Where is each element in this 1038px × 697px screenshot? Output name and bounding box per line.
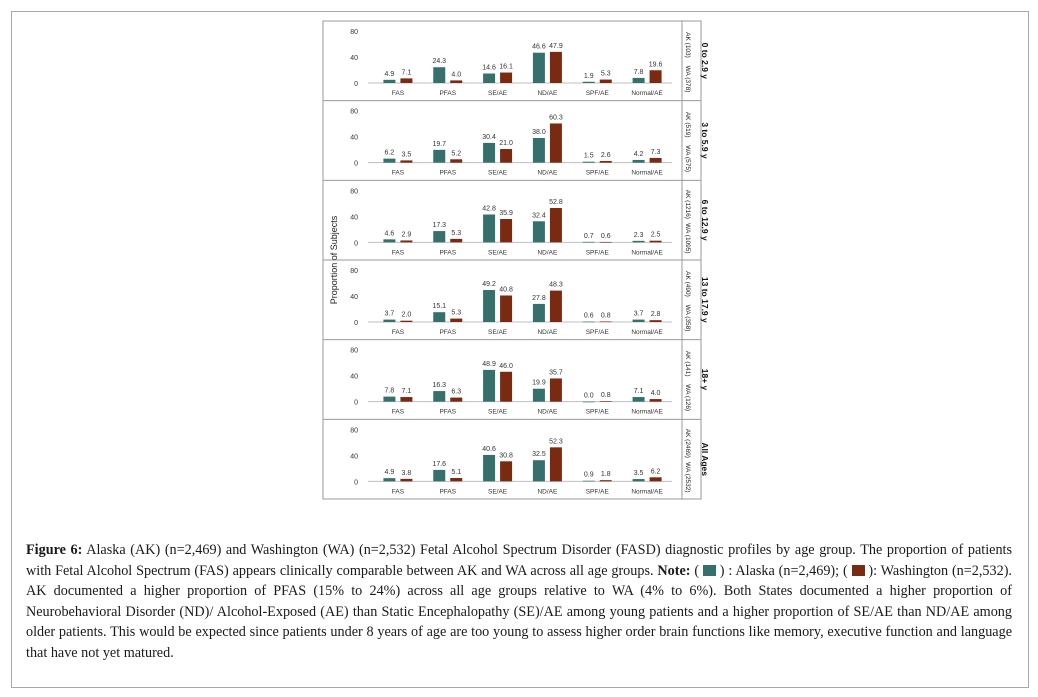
category-label: FAS [391, 408, 405, 416]
y-tick-label: 40 [350, 214, 358, 222]
caption-text-4: ): Washington (n=2,532). AK documented a higher proportion of PFAS (15% to 24%) across all age groups relative to WA (4% to 6%). Both States documented a higher proportion of Neurobehavioral Disorder (ND)/ Alcohol-Exposed (AE) than Static Encephalopathy (SE)/AE among young patients and a higher proportion of SE/AE than ND/AE among older patients. This would be expected since patients under 8 years of age are too young to assess higher order brain functions like memory, executive function and language that have not yet matured. [26, 562, 1012, 661]
wa-sample-size: WA (2532) [684, 462, 691, 493]
wa-sample-size: WA (575) [684, 145, 691, 173]
wa-sample-size: WA (1095) [684, 223, 691, 254]
bar-ak [383, 239, 395, 242]
bar-ak [583, 481, 595, 482]
category-label: Normal/AE [631, 488, 663, 496]
age-group-label: 18+ y [700, 368, 710, 391]
bar-wa [450, 319, 462, 322]
data-label-wa: 7.1 [401, 388, 412, 396]
data-label-wa: 0.6 [600, 232, 611, 240]
category-label: FAS [391, 169, 405, 177]
data-label-ak: 19.9 [532, 379, 546, 387]
data-label-ak: 0.9 [583, 471, 594, 479]
data-label-ak: 4.6 [384, 230, 395, 238]
category-label: Normal/AE [631, 169, 663, 177]
bar-wa [400, 240, 412, 242]
data-label-ak: 32.4 [532, 212, 546, 220]
bar-wa [500, 149, 512, 163]
bar-ak [583, 242, 595, 243]
data-label-ak: 27.8 [532, 294, 546, 302]
bar-ak [483, 143, 495, 163]
data-label-wa: 2.5 [650, 231, 661, 239]
bar-ak [383, 80, 395, 83]
category-label: Normal/AE [631, 329, 663, 336]
bar-wa [650, 477, 662, 481]
age-group-label: 6 to 12.9 y [700, 199, 710, 241]
bar-wa [500, 372, 512, 402]
bar-wa [600, 480, 612, 481]
data-label-wa: 19.6 [648, 61, 663, 69]
bar-wa [550, 123, 562, 162]
data-label-ak: 1.5 [583, 152, 594, 160]
bar-ak [483, 74, 495, 83]
bar-wa [500, 219, 512, 242]
bar-ak [433, 391, 445, 402]
data-label-wa: 30.8 [499, 452, 513, 460]
category-label: PFAS [439, 169, 457, 177]
bar-ak [433, 470, 445, 481]
data-label-ak: 24.3 [432, 58, 447, 66]
category-label: SPF/AE [585, 329, 609, 336]
y-tick-label: 80 [350, 29, 358, 36]
caption-text-2: ( [690, 562, 703, 579]
data-label-ak: 46.6 [532, 43, 546, 51]
ak-swatch [703, 565, 716, 576]
bar-wa [550, 291, 562, 322]
category-label: ND/AE [537, 329, 558, 336]
data-label-ak: 6.2 [384, 149, 395, 157]
bar-ak [583, 322, 595, 323]
bar-wa [500, 73, 512, 83]
bar-wa [400, 160, 412, 162]
wa-sample-size: WA (378) [684, 65, 691, 93]
y-tick-label: 0 [354, 160, 358, 168]
data-label-wa: 47.9 [549, 42, 563, 50]
figure-caption [26, 540, 1012, 663]
age-group-label: 3 to 5.9 y [700, 122, 710, 159]
data-label-wa: 21.0 [499, 140, 513, 148]
data-label-wa: 5.1 [451, 469, 462, 477]
data-label-ak: 49.2 [482, 281, 496, 289]
data-label-ak: 15.1 [432, 303, 447, 311]
bar-ak [483, 370, 495, 402]
data-label-ak: 3.5 [633, 470, 644, 478]
bar-ak [633, 78, 645, 83]
caption-label: Figure 6: [26, 542, 83, 558]
bar-ak [383, 397, 395, 402]
category-label: PFAS [439, 408, 457, 416]
ak-sample-size: AK (141) [684, 350, 691, 377]
data-label-wa: 5.2 [451, 150, 462, 158]
y-tick-label: 80 [350, 268, 358, 275]
y-tick-label: 0 [354, 479, 358, 487]
category-label: SE/AE [488, 488, 508, 496]
y-tick-label: 0 [354, 399, 358, 407]
bar-wa [450, 80, 462, 83]
bar-wa [450, 478, 462, 481]
data-label-wa: 6.2 [650, 468, 661, 476]
category-label: ND/AE [537, 408, 558, 416]
category-label: ND/AE [537, 249, 558, 257]
category-label: SPF/AE [585, 169, 609, 177]
bar-wa [600, 161, 612, 163]
bar-ak [583, 402, 595, 403]
category-label: PFAS [439, 329, 457, 336]
data-label-wa: 5.3 [451, 309, 462, 317]
bar-wa [500, 295, 512, 322]
category-label: ND/AE [537, 90, 558, 97]
data-label-wa: 2.6 [600, 151, 611, 159]
bar-wa [650, 320, 662, 322]
bar-wa [600, 401, 612, 402]
category-label: Normal/AE [631, 249, 663, 257]
bar-ak [433, 67, 445, 83]
category-label: SE/AE [488, 249, 508, 257]
bar-ak [533, 304, 545, 322]
data-label-ak: 42.8 [482, 205, 496, 213]
y-tick-label: 40 [350, 134, 358, 142]
y-tick-label: 80 [350, 427, 358, 435]
bar-ak [483, 455, 495, 481]
bar-ak [433, 231, 445, 242]
category-label: Normal/AE [631, 408, 663, 416]
bar-wa [550, 378, 562, 401]
data-label-wa: 7.1 [401, 69, 412, 77]
category-label: ND/AE [537, 488, 558, 496]
bar-wa [450, 239, 462, 242]
bar-ak [583, 162, 595, 163]
bar-ak [533, 138, 545, 163]
data-label-ak: 7.1 [633, 388, 644, 396]
wa-swatch [852, 565, 865, 576]
category-label: SE/AE [488, 329, 508, 336]
y-tick-label: 40 [350, 373, 358, 381]
wa-sample-size: WA (126) [684, 384, 691, 412]
bar-ak [533, 389, 545, 402]
data-label-ak: 0.6 [583, 312, 594, 320]
data-label-wa: 48.3 [549, 281, 563, 289]
wa-sample-size: WA (358) [684, 304, 691, 332]
data-label-wa: 46.0 [499, 362, 513, 370]
category-label: SE/AE [488, 408, 508, 416]
caption-text-3: ) : Alaska (n=2,469); ( [715, 562, 852, 579]
data-label-wa: 52.3 [549, 438, 563, 446]
data-label-ak: 14.6 [482, 64, 496, 72]
category-label: SE/AE [488, 169, 508, 177]
age-group-label: All Ages [700, 442, 710, 477]
data-label-wa: 35.9 [499, 209, 513, 217]
data-label-ak: 4.2 [633, 150, 644, 158]
bar-wa [550, 208, 562, 242]
category-label: SPF/AE [585, 90, 609, 97]
data-label-ak: 38.0 [532, 128, 546, 136]
data-label-wa: 7.3 [650, 148, 661, 156]
data-label-ak: 40.6 [482, 445, 496, 453]
data-label-wa: 3.8 [401, 469, 412, 477]
bar-wa [400, 78, 412, 83]
bar-wa [600, 321, 612, 322]
y-tick-label: 80 [350, 108, 358, 116]
data-label-wa: 16.1 [499, 63, 513, 71]
data-label-ak: 19.7 [432, 140, 447, 148]
data-label-ak: 3.7 [384, 310, 395, 318]
y-tick-label: 40 [350, 55, 358, 62]
bar-ak [533, 53, 545, 83]
bar-ak [633, 241, 645, 242]
data-label-ak: 1.9 [583, 72, 594, 80]
bar-ak [633, 160, 645, 163]
ak-sample-size: AK (1216) [684, 189, 691, 219]
y-tick-label: 0 [354, 320, 358, 327]
data-label-wa: 2.8 [650, 311, 661, 319]
bar-wa [550, 52, 562, 83]
data-label-ak: 2.3 [633, 231, 644, 239]
data-label-ak: 7.8 [384, 387, 395, 395]
bar-ak [383, 320, 395, 322]
age-group-label: 13 to 17.9 y [700, 276, 710, 323]
bar-wa [450, 159, 462, 162]
data-label-wa: 52.8 [549, 199, 563, 207]
data-label-ak: 30.4 [482, 133, 496, 141]
bar-wa [400, 397, 412, 402]
data-label-ak: 16.3 [432, 382, 447, 390]
ak-sample-size: AK (490) [684, 271, 691, 297]
bar-wa [400, 479, 412, 481]
bar-ak [633, 397, 645, 402]
bar-ak [533, 221, 545, 242]
category-label: PFAS [439, 90, 457, 97]
bar-ak [483, 290, 495, 322]
data-label-wa: 5.3 [451, 229, 462, 237]
data-label-wa: 6.3 [451, 388, 462, 396]
data-label-wa: 40.8 [499, 286, 513, 294]
data-label-wa: 0.8 [600, 392, 611, 400]
category-label: SPF/AE [585, 488, 609, 496]
data-label-wa: 3.5 [401, 151, 412, 159]
ak-sample-size: AK (519) [684, 111, 691, 138]
category-label: FAS [391, 329, 405, 336]
data-label-ak: 0.0 [583, 392, 594, 400]
category-label: FAS [391, 249, 405, 257]
y-tick-label: 0 [354, 240, 358, 248]
bar-ak [633, 479, 645, 481]
data-label-ak: 4.9 [384, 469, 395, 477]
data-label-wa: 35.7 [549, 369, 563, 377]
bar-wa [650, 241, 662, 243]
category-label: SPF/AE [585, 408, 609, 416]
category-label: Normal/AE [631, 90, 663, 97]
category-label: PFAS [439, 488, 457, 496]
y-tick-label: 80 [350, 188, 358, 196]
bar-wa [650, 158, 662, 163]
data-label-wa: 60.3 [549, 114, 563, 122]
data-label-wa: 4.0 [451, 71, 462, 79]
bar-ak [383, 478, 395, 481]
bar-wa [500, 461, 512, 481]
category-label: PFAS [439, 249, 457, 257]
bar-wa [550, 447, 562, 481]
y-tick-label: 40 [350, 294, 358, 301]
data-label-wa: 2.9 [401, 231, 412, 239]
bar-wa [450, 398, 462, 402]
bar-wa [400, 321, 412, 322]
data-label-wa: 1.8 [600, 471, 611, 479]
bar-wa [600, 242, 612, 243]
bar-wa [650, 399, 662, 402]
category-label: FAS [391, 488, 405, 496]
data-label-ak: 7.8 [633, 68, 644, 76]
y-tick-label: 80 [350, 347, 358, 355]
ak-sample-size: AK (103) [684, 32, 691, 58]
category-label: ND/AE [537, 169, 558, 177]
data-label-wa: 2.0 [401, 311, 412, 319]
bar-wa [600, 80, 612, 83]
data-label-ak: 4.9 [384, 70, 395, 78]
bar-wa [650, 70, 662, 83]
bar-ak [533, 460, 545, 481]
data-label-ak: 0.7 [583, 232, 594, 240]
data-label-wa: 4.0 [650, 390, 661, 398]
y-axis-label: Proportion of Subjects [329, 215, 339, 305]
bar-ak [433, 312, 445, 322]
y-tick-label: 40 [350, 453, 358, 461]
bar-ak [433, 150, 445, 163]
bar-ak [383, 159, 395, 163]
caption-note-label: Note: [657, 562, 691, 579]
data-label-wa: 5.3 [600, 70, 611, 78]
category-label: SE/AE [488, 90, 508, 97]
y-tick-label: 0 [354, 81, 358, 88]
data-label-ak: 32.5 [532, 451, 546, 459]
age-group-label: 0 to 2.9 y [700, 42, 710, 80]
data-label-ak: 48.9 [482, 360, 496, 368]
ak-sample-size: AK (2469) [684, 428, 691, 458]
bar-ak [633, 320, 645, 322]
data-label-ak: 3.7 [633, 310, 644, 318]
bar-ak [583, 82, 595, 83]
caption-text-1: Alaska (AK) (n=2,469) and Washington (WA) (n=2,532) Fetal Alcohol Spectrum Disorder (FASD) diagnostic profiles by age group. The proportion of patients with Fetal Alcohol Spectrum (FAS) appears clinically comparable between AK and WA across all age groups. [26, 542, 1013, 579]
category-label: SPF/AE [585, 249, 609, 257]
data-label-ak: 17.6 [432, 460, 447, 468]
category-label: FAS [391, 90, 405, 97]
data-label-ak: 17.3 [432, 222, 447, 230]
data-label-wa: 0.8 [600, 312, 611, 320]
bar-ak [483, 215, 495, 243]
